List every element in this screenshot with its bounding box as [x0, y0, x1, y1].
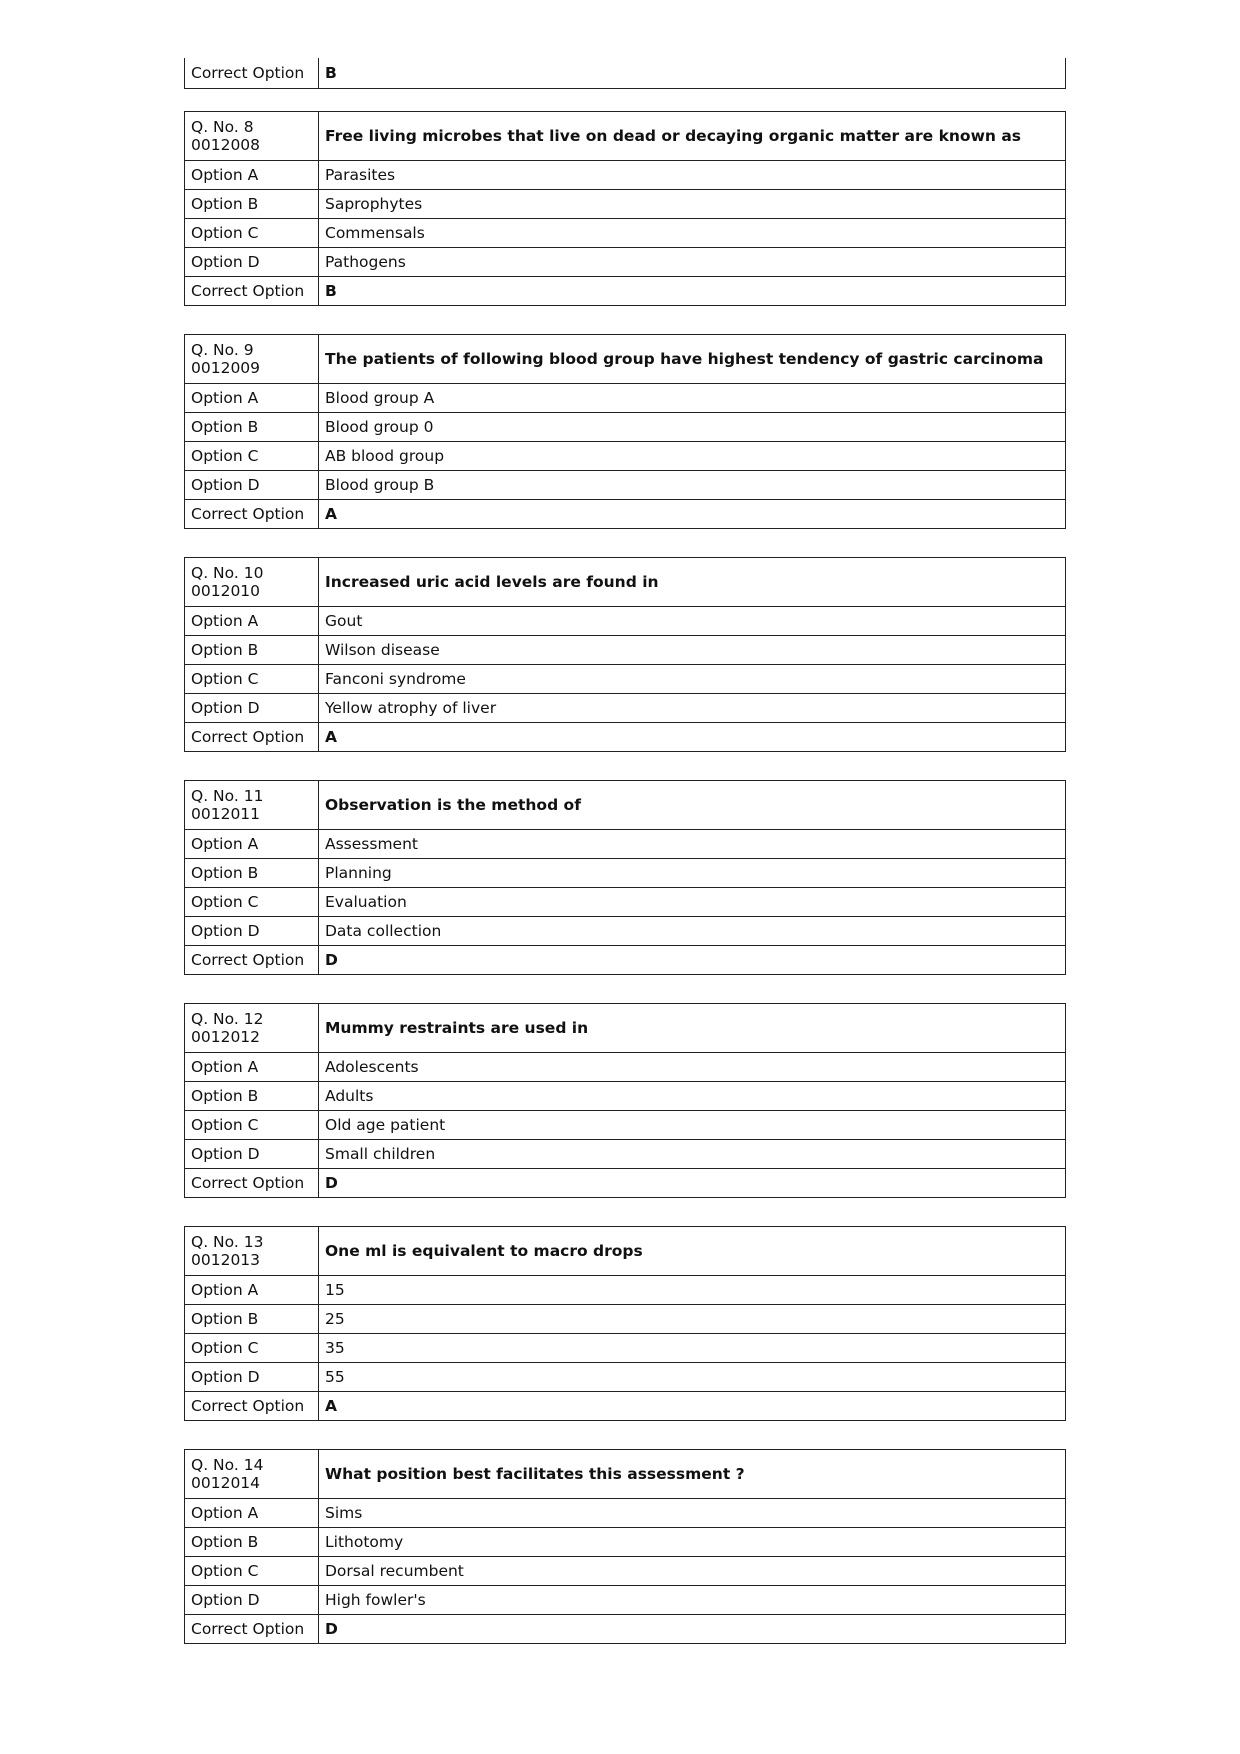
question-header-row: [185, 558, 1066, 607]
option-label: Option C: [185, 1111, 319, 1140]
question-text: The patients of following blood group have highest tendency of gastric carcinoma: [319, 335, 1066, 384]
option-row: [185, 694, 1066, 723]
correct-option-label: Correct Option: [185, 1392, 319, 1421]
option-value: Sims: [319, 1499, 1066, 1528]
option-row: [185, 1305, 1066, 1334]
correct-option-value: A: [319, 500, 1066, 529]
question-number-cell: [185, 1450, 319, 1499]
option-row: [185, 1586, 1066, 1615]
option-value: Fanconi syndrome: [319, 665, 1066, 694]
option-label: Option B: [185, 859, 319, 888]
correct-option-label: Correct Option: [185, 1615, 319, 1644]
option-label: Option D: [185, 917, 319, 946]
question-code: 0012008: [191, 136, 261, 154]
question-number: Q. No. 8: [191, 118, 254, 136]
option-value: 55: [319, 1363, 1066, 1392]
correct-option-value: D: [319, 1615, 1066, 1644]
option-label: Option C: [185, 888, 319, 917]
option-value: Yellow atrophy of liver: [319, 694, 1066, 723]
question-table: [184, 111, 1066, 306]
option-value: High fowler's: [319, 1586, 1066, 1615]
correct-option-row: [185, 1169, 1066, 1198]
option-row: [185, 471, 1066, 500]
option-value: Lithotomy: [319, 1528, 1066, 1557]
option-value: Blood group B: [319, 471, 1066, 500]
question-code: 0012012: [191, 1028, 261, 1046]
option-value: Small children: [319, 1140, 1066, 1169]
option-label: Option C: [185, 1557, 319, 1586]
question-number-cell: [185, 558, 319, 607]
question-table: [184, 1449, 1066, 1644]
question-table: [184, 334, 1066, 529]
correct-option-row: [185, 946, 1066, 975]
correct-option-label: Correct Option: [185, 277, 319, 306]
option-row: [185, 161, 1066, 190]
option-value: Saprophytes: [319, 190, 1066, 219]
option-row: [185, 1334, 1066, 1363]
option-label: Option D: [185, 1363, 319, 1392]
question-number: Q. No. 12: [191, 1010, 264, 1028]
option-value: Dorsal recumbent: [319, 1557, 1066, 1586]
option-value: Commensals: [319, 219, 1066, 248]
option-value: Data collection: [319, 917, 1066, 946]
option-row: [185, 190, 1066, 219]
option-value: Adults: [319, 1082, 1066, 1111]
option-row: [185, 1140, 1066, 1169]
question-number-cell: [185, 1004, 319, 1053]
option-label: Option D: [185, 248, 319, 277]
option-value: Planning: [319, 859, 1066, 888]
correct-option-label: Correct Option: [185, 500, 319, 529]
option-label: Option A: [185, 1276, 319, 1305]
question-number: Q. No. 10: [191, 564, 264, 582]
correct-option-value: A: [319, 1392, 1066, 1421]
correct-option-label: Correct Option: [185, 1169, 319, 1198]
option-label: Option A: [185, 830, 319, 859]
question-number: Q. No. 13: [191, 1233, 264, 1251]
option-value: Wilson disease: [319, 636, 1066, 665]
question-code: 0012011: [191, 805, 261, 823]
option-value: Gout: [319, 607, 1066, 636]
option-row: [185, 219, 1066, 248]
question-number: Q. No. 11: [191, 787, 264, 805]
option-row: [185, 1363, 1066, 1392]
option-row: [185, 830, 1066, 859]
option-row: [185, 636, 1066, 665]
correct-option-label: Correct Option: [185, 723, 319, 752]
option-row: [185, 384, 1066, 413]
option-label: Option A: [185, 1053, 319, 1082]
question-table: [184, 780, 1066, 975]
option-label: Option D: [185, 1586, 319, 1615]
question-number-cell: [185, 1227, 319, 1276]
correct-option-row: [185, 500, 1066, 529]
correct-option-row: [185, 1392, 1066, 1421]
question-code: 0012010: [191, 582, 261, 600]
question-number-cell: [185, 781, 319, 830]
question-header-row: [185, 1004, 1066, 1053]
question-table: [184, 557, 1066, 752]
question-header-row: [185, 335, 1066, 384]
question-header-row: [185, 781, 1066, 830]
option-label: Option B: [185, 413, 319, 442]
option-value: 15: [319, 1276, 1066, 1305]
option-row: [185, 1557, 1066, 1586]
question-table: [184, 1226, 1066, 1421]
option-row: [185, 1276, 1066, 1305]
option-value: Parasites: [319, 161, 1066, 190]
correct-option-value: A: [319, 723, 1066, 752]
option-row: [185, 888, 1066, 917]
option-value: 25: [319, 1305, 1066, 1334]
option-label: Option A: [185, 384, 319, 413]
correct-option-row: [185, 58, 1066, 88]
option-row: [185, 1082, 1066, 1111]
option-row: [185, 1053, 1066, 1082]
option-value: Evaluation: [319, 888, 1066, 917]
question-text: What position best facilitates this assessment ?: [319, 1450, 1066, 1499]
correct-option-row: [185, 723, 1066, 752]
correct-option-value: B: [319, 277, 1066, 306]
option-value: AB blood group: [319, 442, 1066, 471]
option-label: Option B: [185, 636, 319, 665]
option-row: [185, 1111, 1066, 1140]
correct-option-value: D: [319, 1169, 1066, 1198]
option-row: [185, 859, 1066, 888]
question-text: One ml is equivalent to macro drops: [319, 1227, 1066, 1276]
option-label: Option C: [185, 219, 319, 248]
option-label: Option B: [185, 1528, 319, 1557]
option-label: Option D: [185, 471, 319, 500]
correct-option-row: [185, 1615, 1066, 1644]
option-label: Option B: [185, 190, 319, 219]
option-label: Option D: [185, 1140, 319, 1169]
option-value: 35: [319, 1334, 1066, 1363]
question-text: Mummy restraints are used in: [319, 1004, 1066, 1053]
option-row: [185, 607, 1066, 636]
question-code: 0012009: [191, 359, 261, 377]
option-value: Adolescents: [319, 1053, 1066, 1082]
option-value: Pathogens: [319, 248, 1066, 277]
option-label: Option A: [185, 1499, 319, 1528]
question-number: Q. No. 14: [191, 1456, 264, 1474]
correct-option-label: Correct Option: [185, 58, 319, 88]
option-label: Option D: [185, 694, 319, 723]
option-row: [185, 665, 1066, 694]
option-label: Option C: [185, 1334, 319, 1363]
option-label: Option A: [185, 607, 319, 636]
question-code: 0012014: [191, 1474, 261, 1492]
correct-option-value: B: [319, 58, 1066, 88]
option-value: Assessment: [319, 830, 1066, 859]
option-label: Option A: [185, 161, 319, 190]
option-row: [185, 442, 1066, 471]
question-number-cell: [185, 112, 319, 161]
question-number-cell: [185, 335, 319, 384]
question-number: Q. No. 9: [191, 341, 254, 359]
option-row: [185, 1499, 1066, 1528]
option-value: Blood group 0: [319, 413, 1066, 442]
option-row: [185, 248, 1066, 277]
question-header-row: [185, 1227, 1066, 1276]
question-text: Observation is the method of: [319, 781, 1066, 830]
question-header-row: [185, 1450, 1066, 1499]
question-code: 0012013: [191, 1251, 261, 1269]
question-table: [184, 1003, 1066, 1198]
previous-question-fragment: [184, 58, 1066, 89]
option-row: [185, 1528, 1066, 1557]
option-label: Option C: [185, 665, 319, 694]
option-label: Option B: [185, 1305, 319, 1334]
question-text: Free living microbes that live on dead or decaying organic matter are known as: [319, 112, 1066, 161]
question-header-row: [185, 112, 1066, 161]
correct-option-value: D: [319, 946, 1066, 975]
question-text: Increased uric acid levels are found in: [319, 558, 1066, 607]
option-row: [185, 917, 1066, 946]
correct-option-row: [185, 277, 1066, 306]
correct-option-label: Correct Option: [185, 946, 319, 975]
option-row: [185, 413, 1066, 442]
option-value: Old age patient: [319, 1111, 1066, 1140]
option-label: Option B: [185, 1082, 319, 1111]
option-value: Blood group A: [319, 384, 1066, 413]
option-label: Option C: [185, 442, 319, 471]
